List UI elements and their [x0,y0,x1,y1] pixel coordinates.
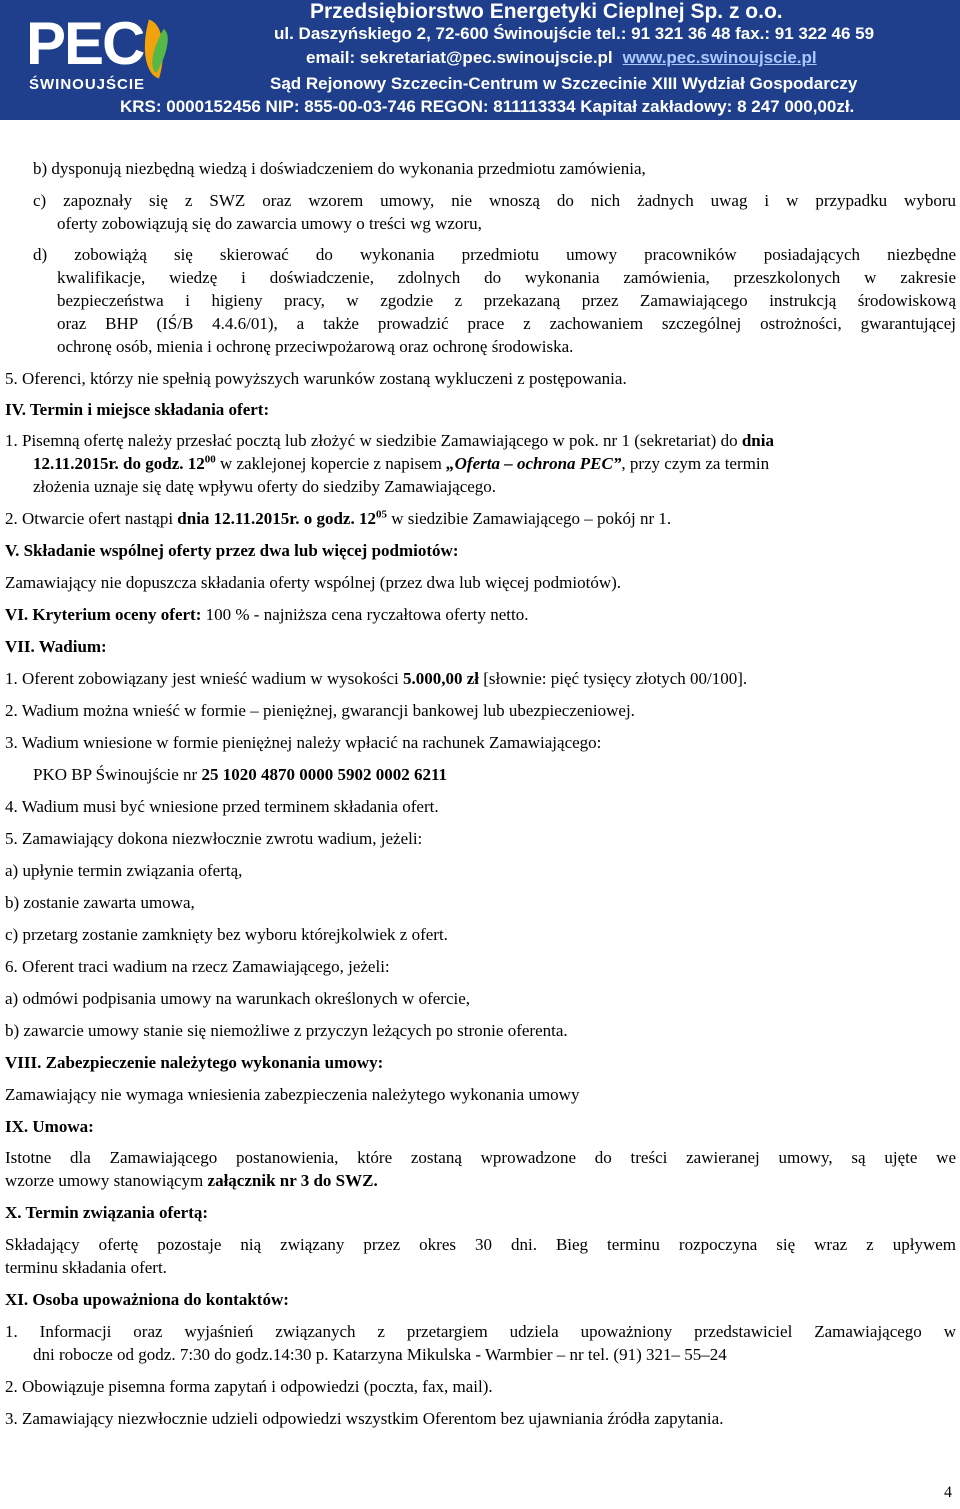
logo-text: PEC [26,10,144,77]
bank-account [33,763,956,786]
section-v-title: V. Składanie wspólnej oferty przez dwa lub więcej podmiotów: [5,541,459,560]
section-vii-point-3: 3. Wadium wniesione w formie pieniężnej należy wpłacić na rachunek Zamawiającego: [5,733,602,752]
company-address: ul. Daszyńskiego 2, 72-600 Świnoujście tel.: 91 321 36 48 fax.: 91 322 46 59 [274,24,875,43]
s4-2-tail: w siedzibie Zamawiającego – pokój nr 1. [386,509,672,528]
company-contact [306,48,817,68]
item-b: b) dysponują niezbędną wiedzą i doświadczeniem do wykonania przedmiotu zamówienia, [33,159,646,178]
s4-1a: 1. Pisemną ofertę należy przesłać pocztą lub złożyć w siedzibie Zamawiającego w pok. nr 1 (sekretariat) do [5,431,742,450]
section-vii-point-6b: b) zawarcie umowy stanie się niemożliwe z przyczyn leżących po stronie oferenta. [5,1021,568,1040]
item-c-line1: c) zapoznały się z SWZ oraz wzorem umowy, nie wnoszą do nich żadnych uwag i w przypadku wyboru [33,191,956,210]
court-info: Sąd Rejonowy Szczecin-Centrum w Szczecinie XIII Wydział Gospodarczy [270,74,858,93]
section-vi [5,603,956,626]
section-vii-point-1 [5,667,956,690]
s4-1b-tail: , przy czym za termin [621,454,770,473]
item-d-line5: ochronę osób, mienia i ochronę przeciwpożarową oraz ochronę środowiska. [57,337,574,356]
section-vii-point-5c: c) przetarg zostanie zamknięty bez wyboru którejkolwiek z ofert. [5,925,448,944]
item-d-line2: kwalifikacje, wiedzę i doświadczenie, zdolnych do wykonania zamówienia, przeszkolonych w zakresie [57,268,956,287]
section-vii-point-5a: a) upłynie termin związania ofertą, [5,861,243,880]
item-c-line2: oferty zobowiązują się do zawarcia umowy o treści wg wzoru, [57,214,482,233]
account-number: 25 1020 4870 0000 5902 0002 6211 [201,765,448,784]
section-vii-point-6: 6. Oferent traci wadium na rzecz Zamawiającego, jeżeli: [5,957,390,976]
item-d-line3: bezpieczeństwa i higieny pracy, w zgodzie z przekazaną przez Zamawiającego instrukcją środowiskową [57,291,956,310]
company-email: email: sekretariat@pec.swinoujscie.pl [306,48,613,67]
company-name: Przedsiębiorstwo Energetyki Cieplnej Sp. z o.o. [310,0,783,23]
section-xi-point-2: 2. Obowiązuje pisemna forma zapytań i odpowiedzi (poczta, fax, mail). [5,1377,493,1396]
registry-info: KRS: 0000152456 NIP: 855-00-03-746 REGON: 811113334 Kapitał zakładowy: 8 247 000,00zł. [120,97,855,116]
s4-2-sup: 05 [375,508,387,521]
attachment-ref: załącznik nr 3 do SWZ. [207,1171,378,1190]
section-vii-point-5: 5. Zamawiający dokona niezwłocznie zwrotu wadium, jeżeli: [5,829,423,848]
section-vi-title: VI. Kryterium oceny ofert: [5,605,202,624]
section-v-text: Zamawiający nie dopuszcza składania oferty wspólnej (przez dwa lub więcej podmiotów). [5,573,622,592]
section-vi-text: 100 % - najniższa cena ryczałtowa oferty netto. [201,605,529,624]
section-vii-point-6a: a) odmówi podpisania umowy na warunkach określonych w ofercie, [5,989,471,1008]
section-iv-point-2 [5,507,956,530]
item-d-line4: oraz BHP (IŚ/B 4.4.6/01), a także prowadzić prace z zachowaniem szczególnej ostrożności, gwarantującej [57,314,956,333]
envelope-label: „Oferta – ochrona PEC” [446,454,622,473]
bank-name: PKO BP Świnoujście nr [33,765,202,784]
section-iv-title: IV. Termin i miejsce składania ofert: [5,400,270,419]
section-ix-title: IX. Umowa: [5,1117,94,1136]
page-number: 4 [944,1484,952,1501]
s7-1-amount: 5.000,00 zł [402,669,480,688]
s7-1-tail: [słownie: pięć tysięcy złotych 00/100]. [479,669,748,688]
section-xi-point-1-line2: dni robocze od godz. 7:30 do godz.14:30 p. Katarzyna Mikulska - Warmbier – nr tel. (91) 321– 55–24 [33,1345,727,1364]
section-iv-point-1-line3: złożenia uznaje się datę wpływu oferty do siedziby Zamawiającego. [33,477,497,496]
s4-1a-bold: dnia [741,431,774,450]
logo-town: ŚWINOUJŚCIE [29,76,146,93]
section-viii-text: Zamawiający nie wymaga wniesienia zabezpieczenia należytego wykonania umowy [5,1085,580,1104]
section-viii-title: VIII. Zabezpieczenie należytego wykonania umowy: [5,1053,384,1072]
section-vii-point-5b: b) zostanie zawarta umowa, [5,893,195,912]
section-x-text-line1: Składający ofertę pozostaje nią związany przez okres 30 dni. Bieg terminu rozpoczyna się wraz z upływem [5,1235,956,1254]
section-xi-point-3: 3. Zamawiający niezwłocznie udzieli odpowiedzi wszystkim Oferentom bez ujawniania źródła zapytania. [5,1409,724,1428]
item-d-line1: d) zobowiążą się skierować do wykonania przedmiotu umowy pracowników posiadających niezbędne [33,245,956,264]
section-x-text-line2: terminu składania ofert. [5,1258,167,1277]
section-xi-point-1-line1: 1. Informacji oraz wyjaśnień związanych z przetargiem udziela upoważniony przedstawiciel Zamawiającego w [5,1322,956,1341]
section-x-title: X. Termin związania ofertą: [5,1203,209,1222]
s4-2-bold: dnia 12.11.2015r. o godz. 12 [177,509,376,528]
s7-1-text: 1. Oferent zobowiązany jest wnieść wadium w wysokości [5,669,403,688]
section-vii-title: VII. Wadium: [5,637,107,656]
section-vii-point-2: 2. Wadium można wnieść w formie – pieniężnej, gwarancji bankowej lub ubezpieczeniowej. [5,701,635,720]
s9-text2: wzorze umowy stanowiącym [5,1171,208,1190]
section-iv-point-1-line1 [5,429,956,452]
s4-2-text: 2. Otwarcie ofert nastąpi [5,509,178,528]
s4-1b-text: w zaklejonej kopercie z napisem [215,454,447,473]
company-website-link[interactable]: www.pec.swinoujscie.pl [622,48,817,67]
s4-1b-sup: 00 [204,453,216,466]
section-iv-point-1-line2 [33,452,956,475]
section-xi-title: XI. Osoba upoważniona do kontaktów: [5,1290,289,1309]
point-5: 5. Oferenci, którzy nie spełnią powyższych warunków zostaną wykluczeni z postępowania. [5,369,627,388]
section-ix-text-line2 [5,1169,956,1192]
s4-1b-bold: 12.11.2015r. do godz. 12 [33,454,205,473]
section-ix-text-line1: Istotne dla Zamawiającego postanowienia, które zostaną wprowadzone do treści zawieranej umowy, są ujęte we [5,1148,956,1167]
letterhead [0,0,960,120]
section-vii-point-4: 4. Wadium musi być wniesione przed terminem składania ofert. [5,797,439,816]
